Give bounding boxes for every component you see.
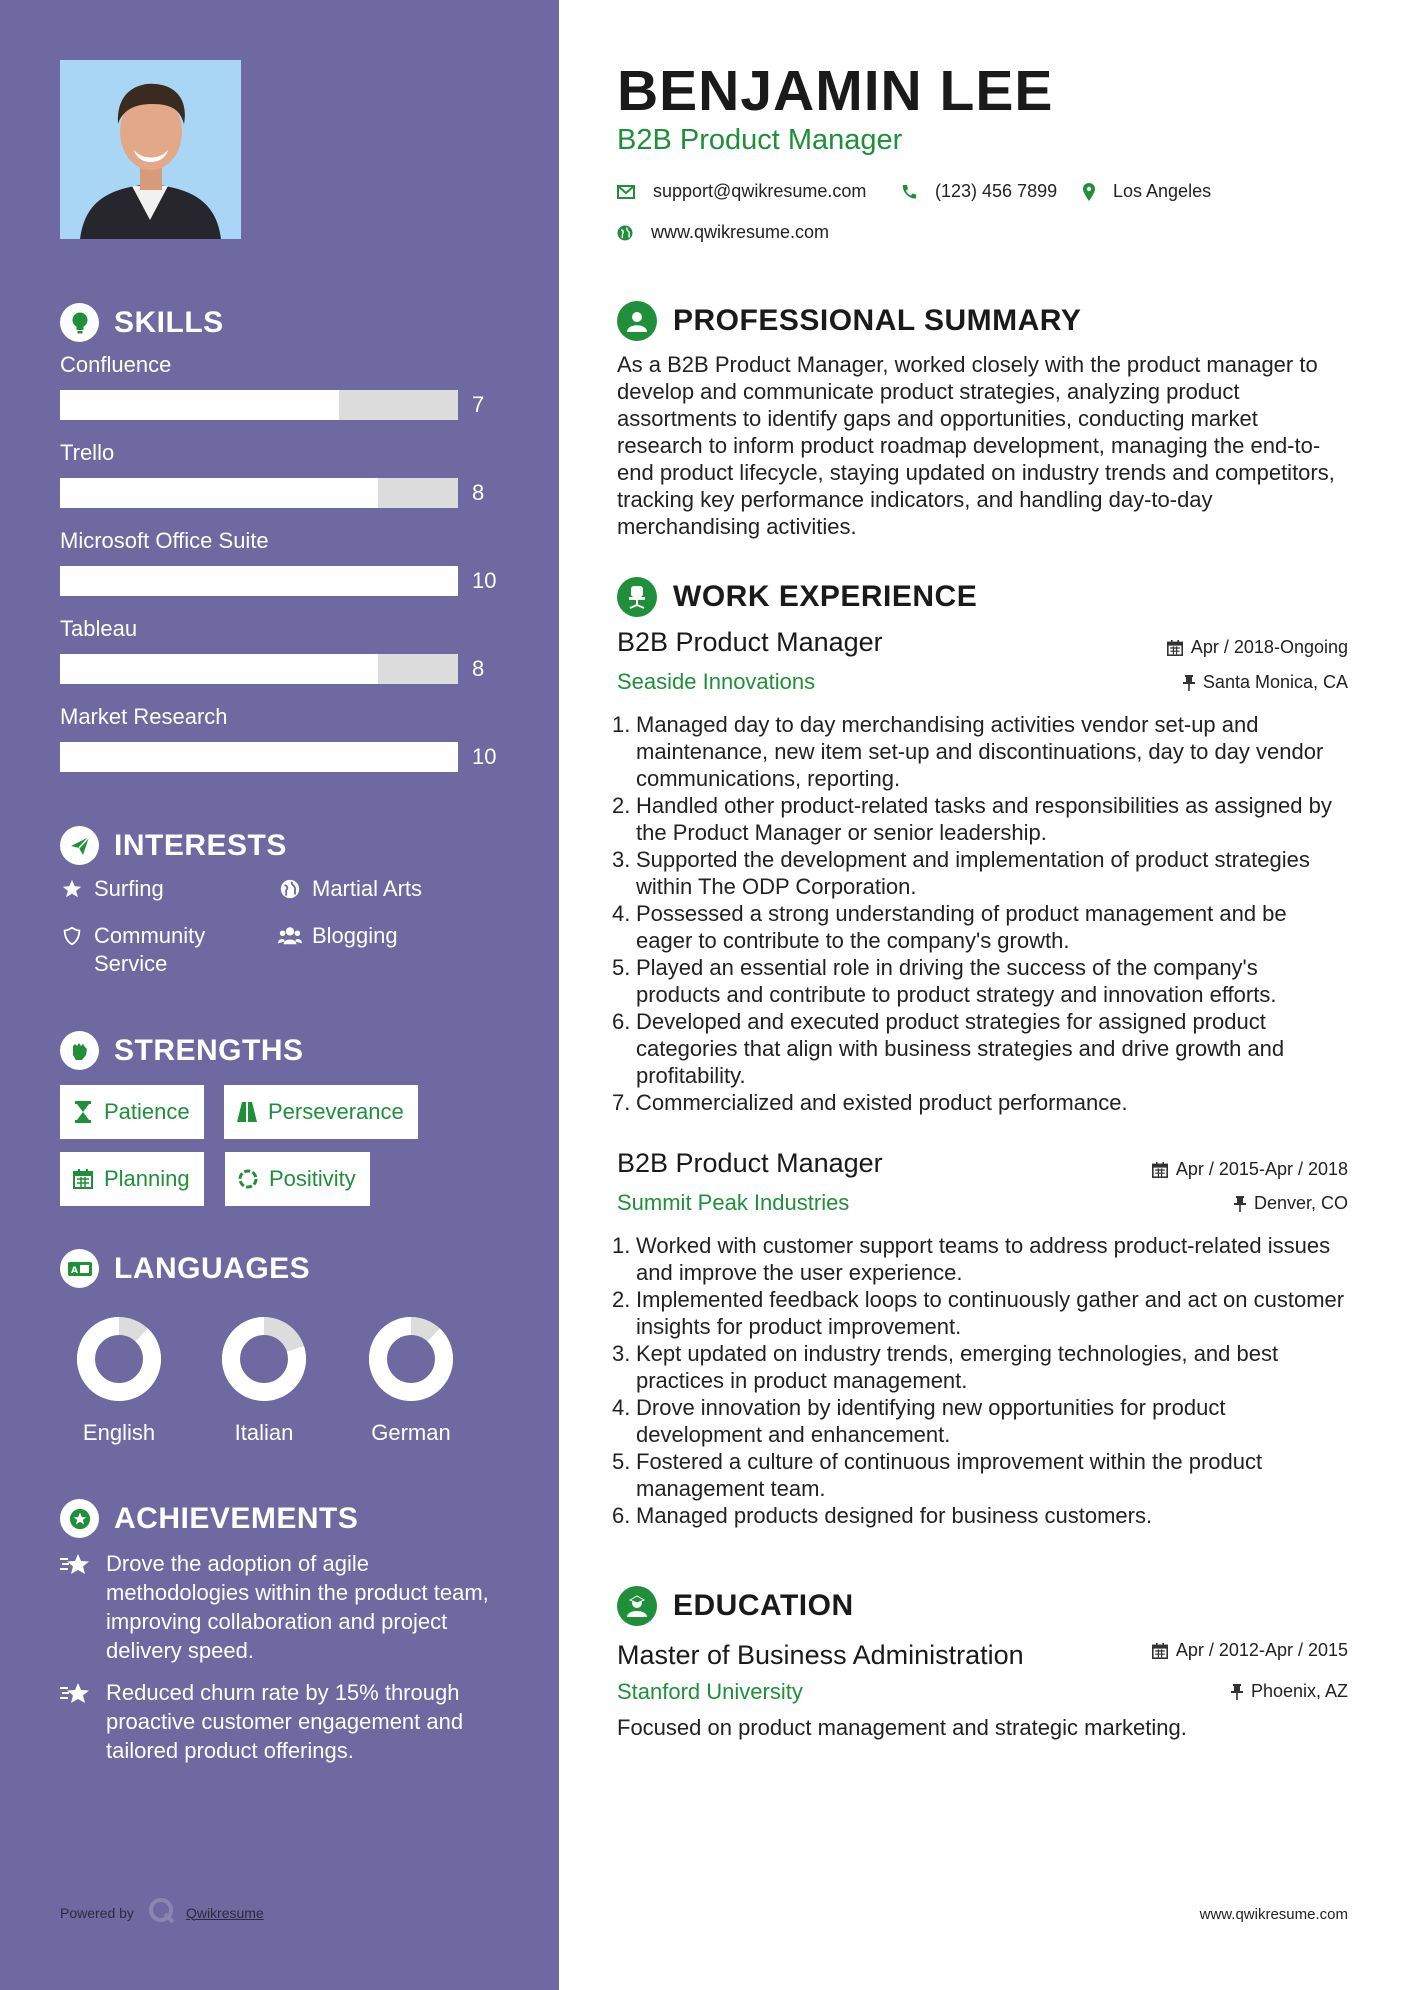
skill-bar-fill bbox=[60, 478, 378, 508]
calendar-icon bbox=[1152, 1162, 1168, 1178]
duty-text: Developed and executed product strategies for assigned product categories that align with business strategies and drive growth and profitability. bbox=[636, 1009, 1285, 1088]
duty-text: Worked with customer support teams to address product-related issues and improve the user experience. bbox=[636, 1233, 1331, 1285]
phone-text: (123) 456 7899 bbox=[935, 181, 1058, 201]
road-icon bbox=[236, 1102, 258, 1122]
job-dates-text: Apr / 2015-Apr / 2018 bbox=[1175, 1159, 1348, 1179]
education-heading bbox=[617, 1586, 854, 1626]
strengths-heading bbox=[60, 1031, 304, 1070]
user-icon bbox=[617, 301, 657, 341]
calendar-icon bbox=[1152, 1643, 1168, 1659]
language-donut bbox=[76, 1316, 162, 1402]
candidate-name: BENJAMIN LEE bbox=[617, 59, 1054, 123]
experience-heading bbox=[617, 577, 977, 617]
skill-bar bbox=[60, 478, 458, 508]
qwikresume-link[interactable]: Qwikresume bbox=[185, 1904, 264, 1921]
lightbulb-icon bbox=[60, 303, 99, 342]
website-text: www.qwikresume.com bbox=[651, 222, 830, 242]
powered-by-text: Powered by bbox=[60, 1904, 134, 1921]
contact-location bbox=[1083, 181, 1211, 202]
skill-label: Tableau bbox=[60, 616, 138, 641]
languages-heading-text: LANGUAGES bbox=[114, 1251, 311, 1285]
duty-text: Commercialized and existed product performance. bbox=[636, 1090, 1128, 1115]
qwikresume-logo-icon bbox=[148, 1897, 176, 1928]
language-label: Italian bbox=[234, 1420, 294, 1445]
job-duties bbox=[612, 711, 1347, 1116]
skill-score: 10 bbox=[472, 744, 497, 769]
star-badge-icon bbox=[60, 1499, 99, 1538]
skill-bar-fill bbox=[60, 566, 458, 596]
duty-text: Kept updated on industry trends, emerging technologies, and best practices in product management. bbox=[636, 1341, 1279, 1393]
skill-score: 8 bbox=[472, 656, 485, 681]
duty-text: Managed day to day merchandising activities vendor set-up and maintenance, new item set-up and discontinuations, day to day vendor communications, reporting. bbox=[636, 712, 1324, 791]
duty-text: Drove innovation by identifying new opportunities for product development and enhancement. bbox=[636, 1395, 1226, 1447]
interest-item bbox=[60, 922, 260, 978]
phone-icon bbox=[901, 184, 917, 200]
language-item bbox=[214, 1316, 314, 1446]
duty-text: Possessed a strong understanding of product management and be eager to contribute to the company's growth. bbox=[636, 901, 1287, 953]
duty-item: 7. Commercialized and existed product performance. bbox=[612, 1090, 1128, 1115]
interest-label: Blogging bbox=[312, 923, 398, 948]
paper-plane-icon bbox=[60, 826, 99, 865]
calendar-icon bbox=[72, 1169, 94, 1189]
job-title: B2B Product Manager bbox=[617, 1148, 883, 1178]
job-location bbox=[1234, 1193, 1348, 1214]
duty-text: Supported the development and implementation of product strategies within The ODP Corporation. bbox=[636, 847, 1310, 899]
duty-text: Handled other product-related tasks and responsibilities as assigned by the Product Manager or senior leadership. bbox=[636, 793, 1332, 845]
strength-badge bbox=[224, 1085, 418, 1139]
duty-item: 5. Played an essential role in driving the success of the company's products and contribute to product strategy and innovation efforts. bbox=[612, 954, 1347, 1008]
degree-title: Master of Business Administration bbox=[617, 1640, 1024, 1670]
skill-bar-fill bbox=[60, 390, 339, 420]
summary-heading bbox=[617, 301, 1081, 341]
language-donut bbox=[221, 1316, 307, 1402]
pushpin-icon bbox=[1231, 1684, 1243, 1700]
shield-icon bbox=[60, 922, 84, 947]
language-donut bbox=[368, 1316, 454, 1402]
achievements-heading bbox=[60, 1499, 358, 1538]
job-dates bbox=[1152, 1159, 1348, 1180]
skill-score: 10 bbox=[472, 568, 497, 593]
skills-heading-text: SKILLS bbox=[114, 305, 224, 339]
school-name: Stanford University bbox=[617, 1679, 803, 1704]
fist-icon bbox=[60, 1031, 99, 1070]
skill-label: Market Research bbox=[60, 704, 228, 729]
strength-label: Patience bbox=[104, 1099, 190, 1124]
duty-item: 2. Implemented feedback loops to continuously gather and act on customer insights for product improvement. bbox=[612, 1286, 1347, 1340]
strength-badge bbox=[60, 1085, 204, 1139]
language-label: German bbox=[371, 1420, 451, 1445]
contact-phone[interactable] bbox=[901, 181, 1057, 202]
strength-label: Planning bbox=[104, 1166, 190, 1191]
skill-bar-fill bbox=[60, 742, 458, 772]
email-text: support@qwikresume.com bbox=[653, 181, 867, 201]
shooting-star-icon bbox=[60, 1549, 92, 1582]
skill-bar bbox=[60, 654, 458, 684]
education-heading-text: EDUCATION bbox=[673, 1589, 854, 1622]
interests-heading-text: INTERESTS bbox=[114, 828, 287, 862]
duty-item: 3. Supported the development and implementation of product strategies within The ODP Corporation. bbox=[612, 846, 1347, 900]
skills-heading bbox=[60, 303, 224, 342]
strength-badge bbox=[60, 1152, 204, 1206]
map-marker-icon bbox=[1083, 183, 1095, 201]
strengths-heading-text: STRENGTHS bbox=[114, 1033, 304, 1067]
summary-text: As a B2B Product Manager, worked closely with the product manager to develop and communicate product strategies, analyzing product assortments to identify gaps and opportunities, conducting market research to inform product roadmap development, managing the end-to-end product lifecycle, staying updated on industry trends and competitors, tracking key performance indicators, and handling day-to-day merchandising activities. bbox=[617, 352, 1335, 539]
duty-item: 4. Possessed a strong understanding of product management and be eager to contribute to the company's growth. bbox=[612, 900, 1347, 954]
education-location-text: Phoenix, AZ bbox=[1250, 1681, 1348, 1701]
circle-notch-icon bbox=[237, 1168, 259, 1190]
calendar-icon bbox=[1167, 640, 1183, 656]
duty-item: 2. Handled other product-related tasks and responsibilities as assigned by the Product Manager or senior leadership. bbox=[612, 792, 1347, 846]
duty-item: 1. Worked with customer support teams to address product-related issues and improve the user experience. bbox=[612, 1232, 1347, 1286]
language-label: English bbox=[82, 1420, 156, 1445]
education-dates bbox=[1152, 1640, 1348, 1661]
job-company: Summit Peak Industries bbox=[617, 1190, 850, 1215]
powered-by bbox=[60, 1897, 264, 1928]
duty-item: 3. Kept updated on industry trends, emerging technologies, and best practices in product management. bbox=[612, 1340, 1347, 1394]
job-location-text: Santa Monica, CA bbox=[1202, 672, 1348, 692]
language-icon bbox=[60, 1249, 99, 1288]
job-duties bbox=[612, 1232, 1347, 1529]
education-dates-text: Apr / 2012-Apr / 2015 bbox=[1175, 1640, 1348, 1660]
job-company: Seaside Innovations bbox=[617, 669, 816, 694]
summary-heading-text: PROFESSIONAL SUMMARY bbox=[673, 304, 1082, 337]
languages-heading bbox=[60, 1249, 310, 1288]
duty-item: 1. Managed day to day merchandising activities vendor set-up and maintenance, new item set-up and discontinuations, day to day vendor communications, reporting. bbox=[612, 711, 1347, 792]
skill-score: 7 bbox=[472, 392, 485, 417]
contact-website[interactable] bbox=[617, 222, 829, 243]
graduate-icon bbox=[617, 1586, 657, 1626]
skill-label: Confluence bbox=[60, 352, 172, 377]
duty-item: 5. Fostered a culture of continuous improvement within the product management team. bbox=[612, 1448, 1347, 1502]
duty-item: 6. Managed products designed for business customers. bbox=[612, 1503, 1153, 1528]
globe-icon bbox=[278, 875, 302, 900]
job-location-text: Denver, CO bbox=[1253, 1193, 1348, 1213]
education-location bbox=[1231, 1681, 1348, 1702]
contact-email[interactable] bbox=[617, 181, 866, 202]
language-item bbox=[361, 1316, 461, 1446]
achievement-item bbox=[60, 1678, 500, 1765]
duty-text: Implemented feedback loops to continuously gather and act on customer insights for product improvement. bbox=[636, 1287, 1345, 1339]
office-chair-icon bbox=[617, 577, 657, 617]
location-text: Los Angeles bbox=[1113, 181, 1212, 201]
skill-label: Microsoft Office Suite bbox=[60, 528, 269, 553]
language-item bbox=[69, 1316, 169, 1446]
users-icon bbox=[278, 922, 302, 947]
footer-url[interactable]: www.qwikresume.com bbox=[1199, 1906, 1348, 1923]
skill-bar-fill bbox=[60, 654, 378, 684]
skill-bar bbox=[60, 566, 458, 596]
job-title: B2B Product Manager bbox=[617, 627, 883, 657]
pushpin-icon bbox=[1234, 1196, 1246, 1212]
interest-item bbox=[278, 875, 518, 903]
hourglass-icon bbox=[72, 1101, 94, 1123]
pushpin-icon bbox=[1183, 675, 1195, 691]
svg-text:A: A bbox=[70, 1265, 78, 1276]
star-icon bbox=[60, 875, 84, 900]
education-description: Focused on product management and strategic marketing. bbox=[617, 1715, 1187, 1740]
sidebar bbox=[0, 0, 559, 1990]
interest-label: Surfing bbox=[94, 876, 164, 901]
job-location bbox=[1183, 672, 1348, 693]
skill-score: 8 bbox=[472, 480, 485, 505]
globe-icon bbox=[617, 225, 633, 241]
duty-text: Played an essential role in driving the success of the company's products and contribute to product strategy and innovation efforts. bbox=[636, 955, 1277, 1007]
profile-photo bbox=[60, 60, 241, 239]
duty-item: 4. Drove innovation by identifying new opportunities for product development and enhancement. bbox=[612, 1394, 1347, 1448]
achievement-item bbox=[60, 1549, 500, 1665]
duty-item: 6. Developed and executed product strategies for assigned product categories that align with business strategies and drive growth and profitability. bbox=[612, 1008, 1347, 1089]
skill-bar bbox=[60, 390, 458, 420]
job-dates bbox=[1167, 637, 1348, 658]
skill-label: Trello bbox=[60, 440, 115, 465]
duty-text: Fostered a culture of continuous improvement within the product management team. bbox=[636, 1449, 1263, 1501]
candidate-title: B2B Product Manager bbox=[617, 124, 903, 156]
envelope-icon bbox=[617, 185, 635, 199]
achievements-heading-text: ACHIEVEMENTS bbox=[114, 1501, 359, 1535]
interest-label: Martial Arts bbox=[312, 876, 423, 901]
job-dates-text: Apr / 2018-Ongoing bbox=[1190, 637, 1348, 657]
experience-heading-text: WORK EXPERIENCE bbox=[673, 580, 978, 613]
achievement-text: Drove the adoption of agile methodologies within the product team, improving collaboration and project delivery speed. bbox=[106, 1551, 489, 1663]
duty-text: Managed products designed for business customers. bbox=[636, 1503, 1153, 1528]
strength-label: Positivity bbox=[269, 1166, 356, 1191]
achievement-text: Reduced churn rate by 15% through proactive customer engagement and tailored product offerings. bbox=[106, 1680, 464, 1763]
interest-item bbox=[278, 922, 518, 950]
skill-bar bbox=[60, 742, 458, 772]
shooting-star-icon bbox=[60, 1678, 92, 1711]
strength-badge bbox=[225, 1152, 370, 1206]
interests-heading bbox=[60, 826, 287, 865]
interest-item bbox=[60, 875, 260, 903]
interest-label: Community Service bbox=[94, 923, 206, 976]
strength-label: Perseverance bbox=[268, 1099, 404, 1124]
